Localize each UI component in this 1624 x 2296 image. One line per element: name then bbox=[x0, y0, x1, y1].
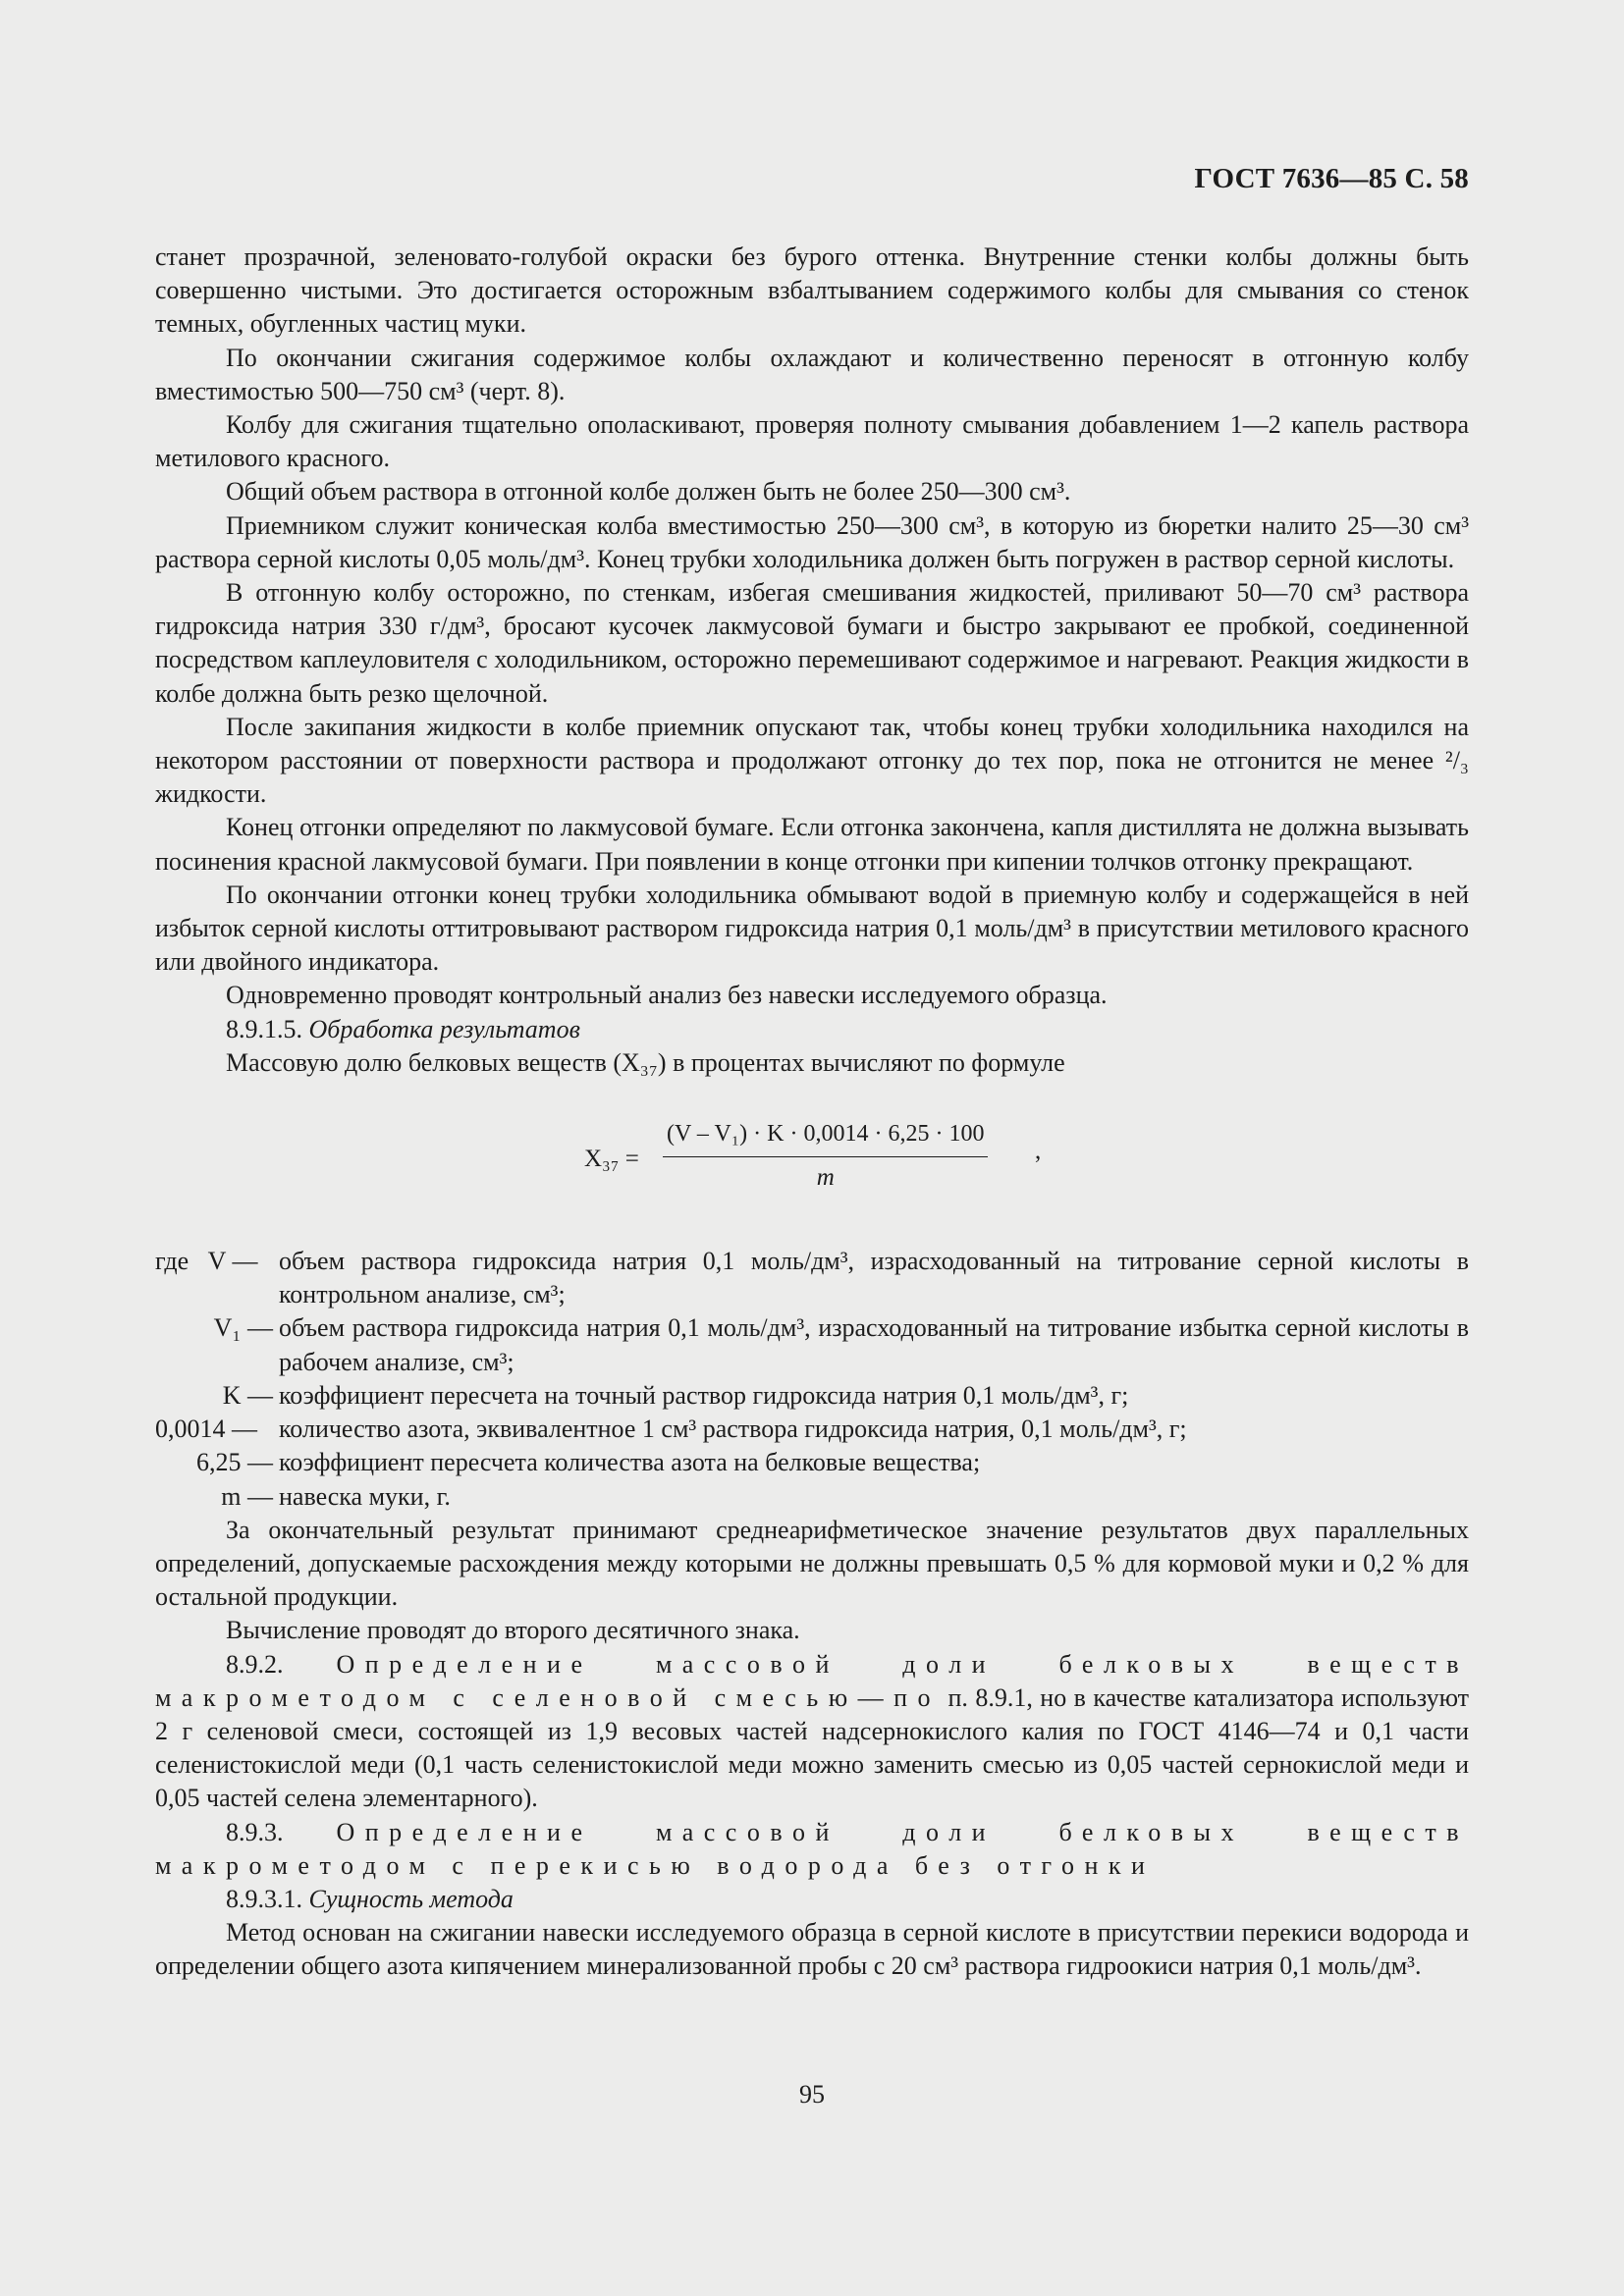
definition-row bbox=[155, 1311, 1469, 1378]
formula-fraction bbox=[663, 1117, 988, 1195]
definition-row bbox=[155, 1413, 1469, 1446]
section-number: 8.9.2. bbox=[226, 1649, 284, 1679]
formula bbox=[155, 1103, 1469, 1221]
document-body bbox=[155, 240, 1469, 1984]
section-8-9-2 bbox=[155, 1648, 1469, 1816]
paragraph: Конец отгонки определяют по лакмусовой бумаге. Если отгонка закончена, капля дистиллята не должна вызывать посинения красной лакмусовой бумаги. При появлении в конце отгонки при кипении толчков отгонку прекращают. bbox=[155, 813, 1469, 876]
definition-text: коэффициент пересчета количества азота на белковые вещества; bbox=[279, 1448, 981, 1477]
section-title-spaced: Определение массовой доли белковых веществ макрометодом с селеновой смесью—по bbox=[155, 1649, 1469, 1712]
definition-symbol: K — bbox=[222, 1380, 273, 1410]
section-number: 8.9.3.1. bbox=[226, 1884, 302, 1913]
formula-comma: , bbox=[1035, 1138, 1042, 1165]
paragraph: станет прозрачной, зеленовато-голубой окраски без бурого оттенка. Внутренние стенки колбы должны быть совершенно чистыми. Это достигается осторожным взбалтыванием содержимого колбы для смывания со стенок темных, обугленных частиц муки. bbox=[155, 242, 1469, 339]
paragraph: В отгонную колбу осторожно, по стенкам, избегая смешивания жидкостей, приливают 50—70 см³ раствора гидроксида натрия 330 г/дм³, бросают кусочек лакмусовой бумаги и быстро закрывают ее пробкой, соединенной посредством каплеуловителя с холодильником, осторожно перемешивают содержимое и нагревают. Реакция жидкости в колбе должна быть резко щелочной. bbox=[155, 578, 1469, 708]
section-text: п. 8.9.1, но в качестве катализатора используют 2 г селеновой смеси, состоящей из 1,9 весовых частей надсернокислого калия по ГОСТ 4146—74 и 0,1 части селенистокислой меди (0,1 часть селенистокислой меди можно заменить смесью из 0,05 частей сернокислой меди и 0,05 частей селена элементарного). bbox=[155, 1682, 1470, 1813]
definition-text: объем раствора гидроксида натрия 0,1 моль/дм³, израсходованный на титрование серной кислоты в контрольном анализе, см³; bbox=[279, 1247, 1469, 1309]
section-number: 8.9.1.5. bbox=[226, 1014, 302, 1043]
page-header: ГОСТ 7636—85 С. 58 bbox=[1194, 163, 1469, 194]
paragraph: Вычисление проводят до второго десятичного знака. bbox=[226, 1616, 800, 1645]
formula-denominator: m bbox=[816, 1164, 835, 1192]
paragraph: По окончании отгонки конец трубки холодильника обмывают водой в приемную колбу и содержащейся в ней избыток серной кислоты оттитровывают раствором гидроксида натрия 0,1 моль/дм³ в присутствии метилового красного или двойного индикатора. bbox=[155, 880, 1469, 977]
paragraph: Массовую долю белковых веществ (X₃₇) в процентах вычисляют по формуле bbox=[226, 1047, 1065, 1077]
formula-lhs: X₃₇ = bbox=[584, 1146, 639, 1173]
definition-row bbox=[155, 1379, 1469, 1413]
definition-text: навеска муки, г. bbox=[279, 1481, 451, 1511]
section-number: 8.9.3. bbox=[226, 1817, 284, 1846]
definition-symbol: m — bbox=[221, 1481, 273, 1511]
paragraph: После закипания жидкости в колбе приемник опускают так, чтобы конец трубки холодильника находился на некотором расстоянии от поверхности раствора и продолжают отгонку до тех пор, пока не отгонится не менее ²/₃ жидкости. bbox=[155, 712, 1469, 809]
paragraph: По окончании сжигания содержимое колбы охлаждают и количественно переносят в отгонную колбу вместимостью 500—750 см³ (черт. 8). bbox=[155, 343, 1469, 405]
section-heading-8-9-3-1 bbox=[155, 1883, 1469, 1916]
paragraph: Общий объем раствора в отгонной колбе должен быть не более 250—300 см³. bbox=[226, 477, 1071, 507]
page-number: 95 bbox=[799, 2080, 825, 2109]
definition-symbol: V₁ — bbox=[213, 1313, 273, 1343]
section-title: Сущность метода bbox=[308, 1884, 514, 1913]
paragraph: Приемником служит коническая колба вместимостью 250—300 см³, в которую из бюретки налито 25—30 см³ раствора серной кислоты 0,05 моль/дм³. Конец трубки холодильника должен быть погружен в раствор серной кислоты. bbox=[155, 510, 1469, 573]
definition-text: объем раствора гидроксида натрия 0,1 моль/дм³, израсходованный на титрование избытка серной кислоты в рабочем анализе, см³; bbox=[279, 1313, 1469, 1376]
section-title: Обработка результатов bbox=[308, 1014, 580, 1043]
formula-numerator: (V – V₁) · K · 0,0014 · 6,25 · 100 bbox=[663, 1117, 988, 1157]
paragraph: Одновременно проводят контрольный анализ без навески исследуемого образца. bbox=[226, 981, 1108, 1010]
definition-text: коэффициент пересчета на точный раствор гидроксида натрия 0,1 моль/дм³, г; bbox=[279, 1380, 1129, 1410]
definition-symbol: 0,0014 — bbox=[155, 1415, 257, 1444]
paragraph: Метод основан на сжигании навески исследуемого образца в серной кислоте в присутствии перекиси водорода и определении общего азота кипячением минерализованной пробы с 20 см³ раствора гидроокиси натрия 0,1 моль/дм³. bbox=[155, 1918, 1469, 1981]
section-title-spaced: Определение массовой доли белковых веществ макрометодом с перекисью водорода без отгонки bbox=[155, 1817, 1469, 1880]
definition-symbol: 6,25 — bbox=[196, 1448, 273, 1477]
variable-definitions bbox=[155, 1245, 1469, 1514]
definition-row bbox=[155, 1446, 1469, 1479]
section-heading-8-9-3 bbox=[155, 1816, 1469, 1883]
definition-row bbox=[155, 1480, 1469, 1514]
definition-symbol: где V — bbox=[155, 1247, 258, 1276]
definition-text: количество азота, эквивалентное 1 см³ раствора гидроксида натрия, 0,1 моль/дм³, г; bbox=[279, 1415, 1187, 1444]
section-heading-8-9-1-5 bbox=[155, 1013, 1469, 1046]
definition-row bbox=[155, 1245, 1469, 1311]
paragraph: Колбу для сжигания тщательно ополаскивают, проверяя полноту смывания добавлением 1—2 капель раствора метилового красного. bbox=[155, 410, 1469, 473]
paragraph: За окончательный результат принимают среднеарифметическое значение результатов двух параллельных определений, допускаемые расхождения между которыми не должны превышать 0,5 % для кормовой муки и 0,2 % для остальной продукции. bbox=[155, 1515, 1469, 1612]
